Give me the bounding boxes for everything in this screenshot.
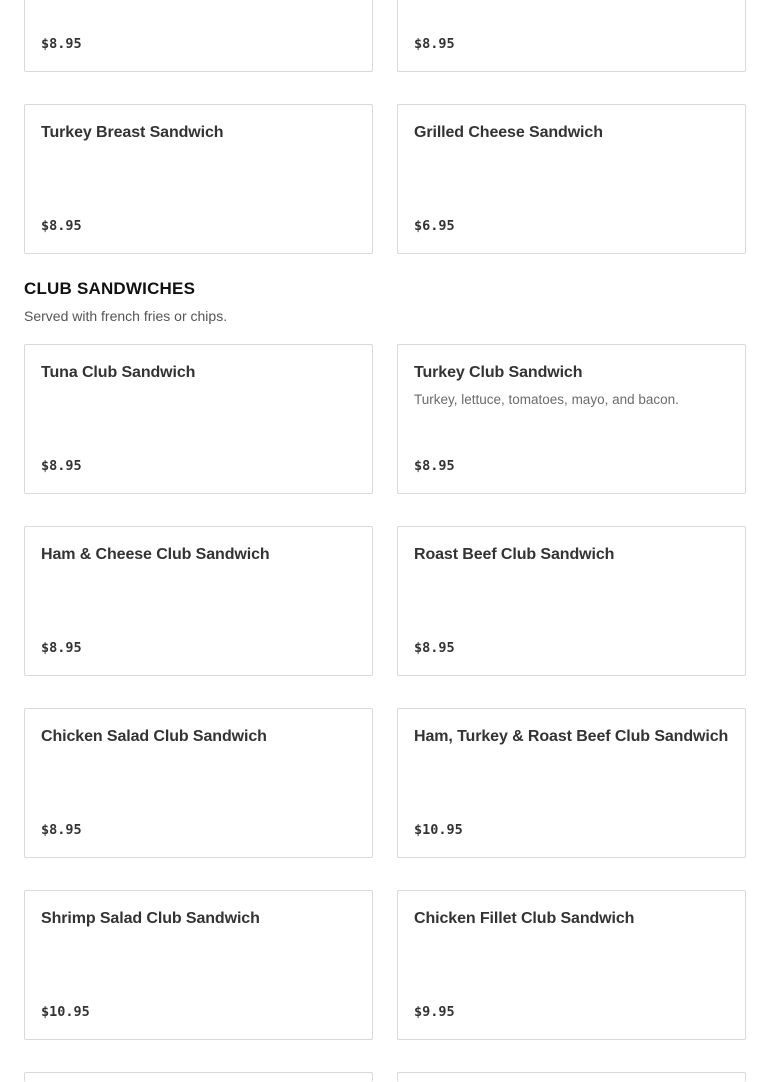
section-subtitle: Served with french fries or chips.: [24, 308, 228, 324]
section-title: CLUB SANDWICHES: [24, 279, 196, 298]
menu-item-price: $8.95: [41, 822, 82, 838]
menu-item-card[interactable]: [24, 526, 373, 676]
menu-item-description: Turkey, lettuce, tomatoes, mayo, and bacon.: [414, 392, 679, 407]
menu-item-card[interactable]: [24, 0, 373, 72]
menu-item-card[interactable]: [397, 0, 746, 72]
menu-item-price: $9.95: [414, 1004, 455, 1020]
menu-item-card[interactable]: [24, 708, 373, 858]
menu-item-card[interactable]: [397, 104, 746, 254]
menu-item-name: Ham & Cheese Club Sandwich: [41, 546, 270, 563]
menu-item-card[interactable]: [397, 344, 746, 494]
menu-item-card[interactable]: [24, 104, 373, 254]
menu-item-name: Ham, Turkey & Roast Beef Club Sandwich: [414, 728, 729, 745]
menu-item-name: Turkey Club Sandwich: [414, 364, 583, 381]
menu-item-price: $8.95: [41, 36, 82, 52]
menu-item-card[interactable]: [24, 344, 373, 494]
menu-item-name: Roast Beef Club Sandwich: [414, 546, 615, 563]
menu-item-card[interactable]: [397, 708, 746, 858]
menu-item-card[interactable]: [397, 890, 746, 1040]
menu-item-price: $6.95: [414, 218, 455, 234]
menu-item-name: Turkey Breast Sandwich: [41, 124, 224, 141]
menu-item-name: Tuna Club Sandwich: [41, 364, 196, 381]
menu-item-price: $8.95: [41, 640, 82, 656]
menu-item-card[interactable]: [24, 1072, 373, 1082]
menu-item-card[interactable]: [24, 890, 373, 1040]
menu-item-price: $8.95: [414, 640, 455, 656]
menu-item-card[interactable]: [397, 1072, 746, 1082]
menu-item-name: Shrimp Salad Club Sandwich: [41, 910, 260, 927]
menu-item-name: Chicken Salad Club Sandwich: [41, 728, 267, 745]
menu-item-price: $10.95: [41, 1004, 90, 1020]
menu-item-price: $10.95: [414, 822, 463, 838]
menu-item-price: $8.95: [41, 218, 82, 234]
menu-item-name: Grilled Cheese Sandwich: [414, 124, 603, 141]
menu-item-price: $8.95: [41, 458, 82, 474]
menu-item-name: Chicken Fillet Club Sandwich: [414, 910, 635, 927]
menu-item-price: $8.95: [414, 36, 455, 52]
menu-item-price: $8.95: [414, 458, 455, 474]
menu-item-card[interactable]: [397, 526, 746, 676]
